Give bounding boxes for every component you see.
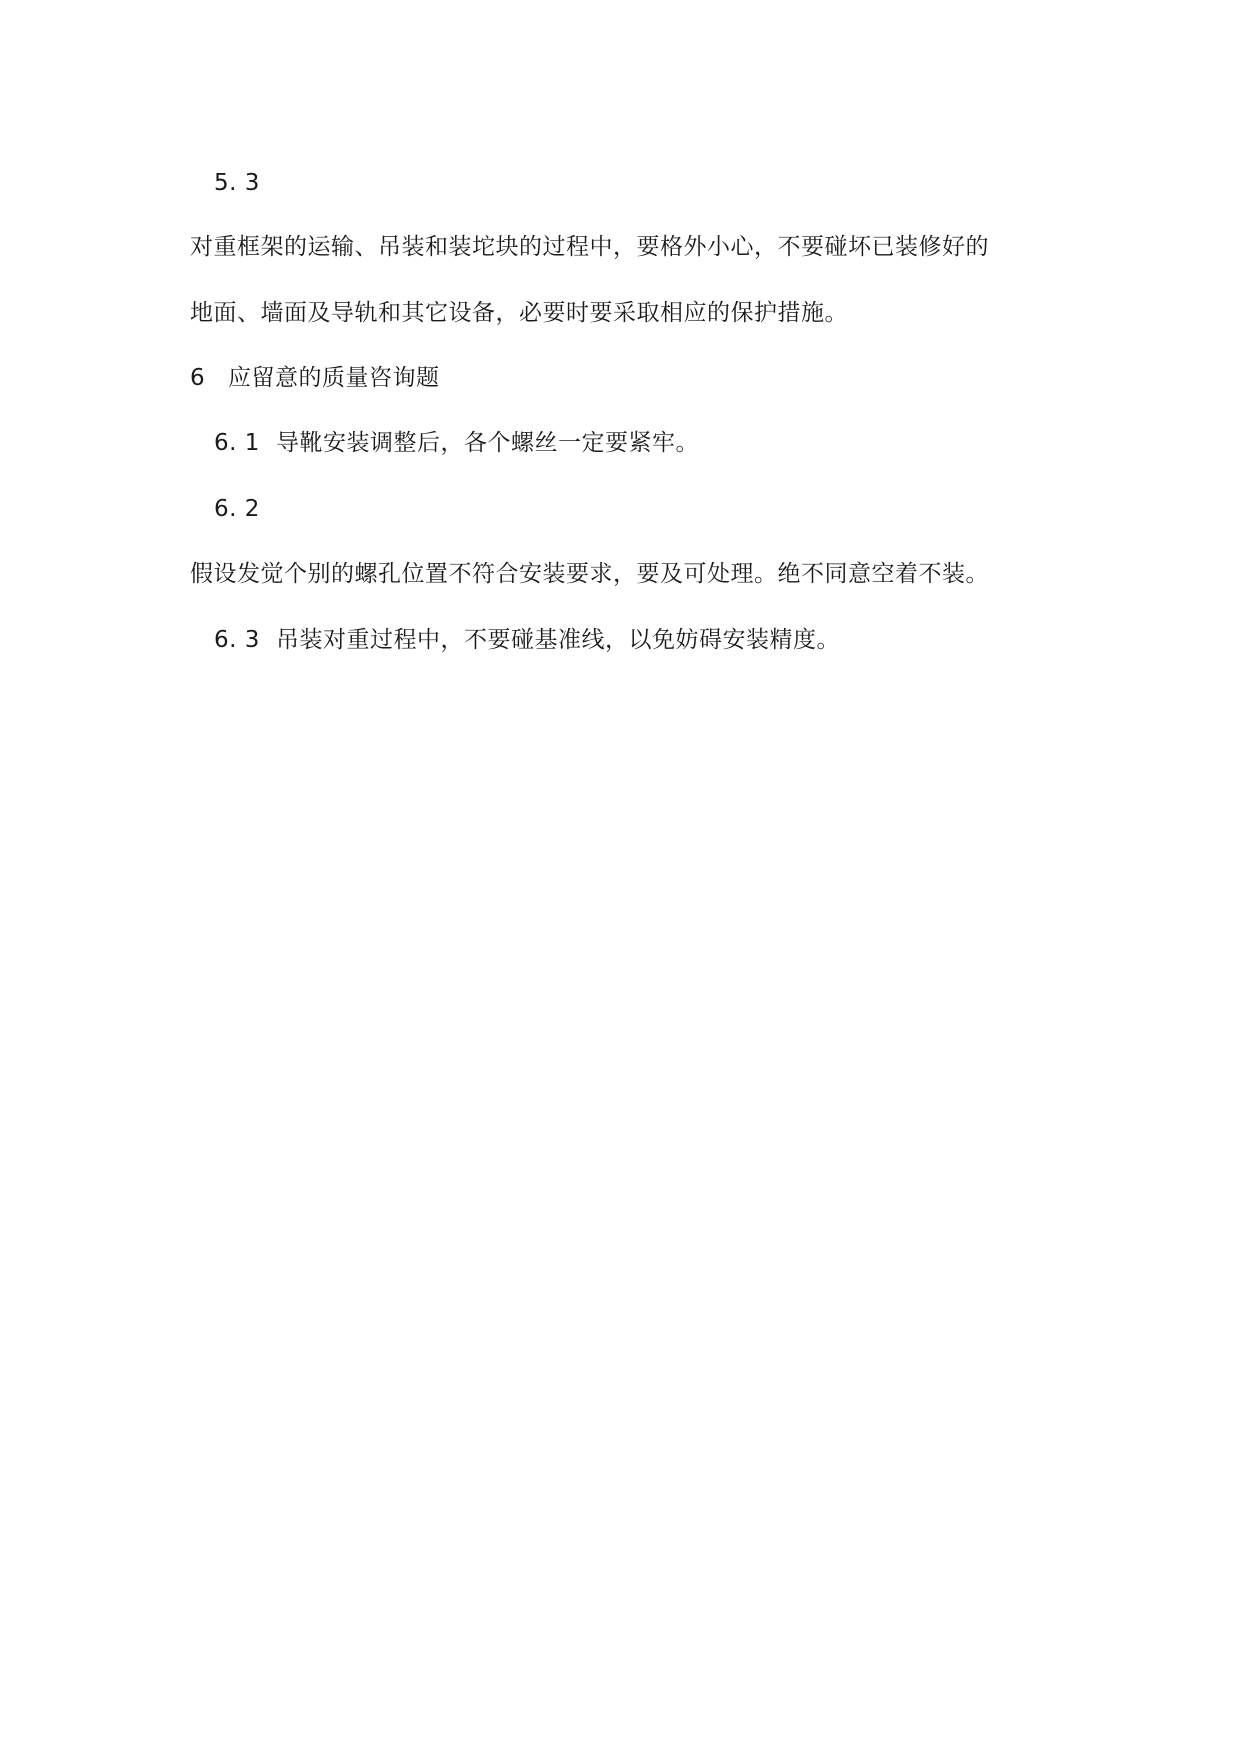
section-6-3-text: 吊装对重过程中，不要碰基准线，以免妨碍安装精度。 [276,627,840,653]
section-6-3-number: 6. 3 [214,627,260,653]
section-5-3-number: 5. 3 [214,170,260,196]
section-6-number: 6 [190,365,206,391]
section-6-1 [214,428,699,458]
section-6-heading [190,363,440,393]
section-6-2-number: 6. 2 [214,496,260,522]
section-6-title: 应留意的质量咨询题 [228,365,440,391]
section-5-3-text-line1: 对重框架的运输、吊装和装坨块的过程中，要格外小心，不要碰坏已装修好的 [190,234,989,260]
section-6-1-number: 6. 1 [214,430,260,456]
section-6-2-text: 假设发觉个别的螺孔位置不符合安装要求，要及可处理。绝不同意空着不装。 [190,561,989,587]
section-5-3-text-line2: 地面、墙面及导轨和其它设备，必要时要采取相应的保护措施。 [190,300,848,326]
section-6-3 [214,625,840,655]
section-6-1-text: 导靴安装调整后，各个螺丝一定要紧牢。 [276,430,699,456]
